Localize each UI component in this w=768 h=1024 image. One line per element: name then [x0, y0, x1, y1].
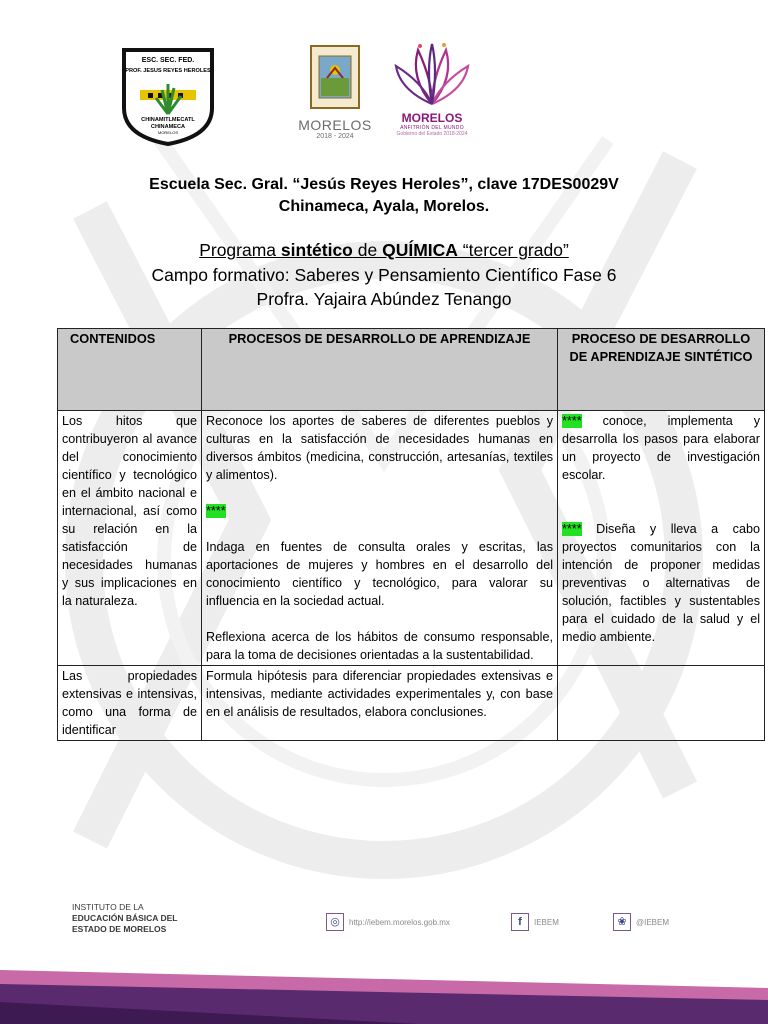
highlight-mark: **** [562, 522, 582, 536]
svg-text:CHINAMITLMECATL: CHINAMITLMECATL [141, 117, 195, 123]
proceso-text: Reflexiona acerca de los hábitos de consumo responsable, para la toma de decisiones orientadas a la sustentabilidad. [206, 630, 553, 662]
sintetico-cell [558, 411, 765, 666]
state-logo-word: MORELOS [298, 117, 372, 133]
header-sintetico: PROCESO DE DESARROLLO DE APRENDIZAJE SINTÉTICO [558, 329, 765, 411]
school-logo [118, 44, 218, 148]
procesos-cell [202, 411, 558, 666]
header-contenidos: CONTENIDOS [58, 329, 202, 411]
twitter-handle[interactable]: @IEBEM [636, 917, 670, 927]
svg-text:PROF. JESUS REYES HEROLES: PROF. JESUS REYES HEROLES [125, 68, 211, 74]
svg-text:CHINAMECA: CHINAMECA [150, 124, 186, 130]
contenido-cell: Los hitos que contribuyeron al avance del conocimiento científico y tecnológico en el ámbito nacional e internacional, así como su relación en la satisfacción de necesidades humanas y sus implicaciones en la naturaleza. [58, 411, 202, 666]
globe-icon: ◎ [326, 913, 344, 931]
table-header-row [58, 329, 765, 411]
program-mid: de [352, 240, 383, 260]
program-title [0, 240, 768, 261]
morelos-state-logo [290, 44, 380, 148]
footer-twitter[interactable] [613, 913, 669, 931]
svg-text:ESC. SEC. FED.: ESC. SEC. FED. [141, 57, 195, 64]
highlight-mark: **** [562, 414, 582, 428]
program-prefix: Programa [199, 240, 281, 260]
proceso-text: Indaga en fuentes de consulta orales y escritas, las aportaciones de mujeres y hombres en el desarrollo del conocimiento científico y tecnológico, para valorar su influencia en la sociedad actual. [206, 540, 553, 608]
program-grade: “tercer grado” [457, 240, 569, 260]
proceso-text: Reconoce los aportes de saberes de diferentes pueblos y culturas en la satisfacción de necesidades humanas en diversos ámbitos (medicina, construcción, artesanías, textiles y alimentos). [206, 414, 553, 482]
sintetico-text: Diseña y lleva a cabo proyectos comunitarios con la intención de proponer medidas preventivas o alternativas de solución, factibles y sustentables para el cuidado de la salud y el medio ambiente. [562, 522, 760, 644]
program-type: sintético [280, 240, 353, 260]
proceso-text: Formula hipótesis para diferenciar propiedades extensivas e intensivas, mediante actividades experimentales y, con base en el análisis de resultados, elabora conclusiones. [206, 669, 553, 719]
sintetico-item [562, 412, 760, 484]
website-url[interactable]: http://iebem.morelos.gob.mx [349, 917, 450, 927]
school-name: Escuela Sec. Gral. “Jesús Reyes Heroles”, clave 17DES0029V [149, 176, 619, 193]
sintetico-item [562, 520, 760, 646]
institute-line: INSTITUTO DE LA [72, 902, 144, 912]
state-logo-years: 2018 - 2024 [316, 133, 354, 140]
sintetico-cell [558, 666, 765, 741]
table-row [58, 411, 765, 666]
header-procesos: PROCESOS DE DESARROLLO DE APRENDIZAJE [202, 329, 558, 411]
footer-institute [72, 902, 177, 935]
institute-line: ESTADO DE MORELOS [72, 924, 167, 934]
curriculum-table [57, 328, 765, 741]
table-row [58, 666, 765, 741]
state-seal-icon [307, 44, 363, 110]
procesos-cell [202, 666, 558, 741]
svg-text:MORELOS: MORELOS [157, 130, 179, 135]
institute-line: EDUCACIÓN BÁSICA DEL [72, 913, 178, 923]
highlight-mark: **** [206, 504, 226, 518]
school-location: Chinameca, Ayala, Morelos. [278, 198, 490, 215]
footer-website[interactable] [326, 913, 450, 931]
facebook-handle[interactable]: IEBEM [534, 917, 559, 927]
anfitrion-logo-sub: ANFITRIÓN DEL MUNDO [400, 125, 464, 131]
campo-formativo: Campo formativo: Saberes y Pensamiento Científico Fase 6 [151, 265, 617, 285]
anfitrion-logo-tiny: Gobierno del Estado 2018-2024 [396, 131, 468, 137]
footer-facebook[interactable] [511, 913, 559, 931]
morelos-anfitrion-logo [386, 40, 478, 150]
sintetico-text: conoce, implementa y desarrolla los pasos para elaborar un proyecto de investigación escolar. [562, 414, 760, 482]
teacher-name: Profra. Yajaira Abúndez Tenango [256, 289, 512, 309]
footer-band [0, 950, 768, 1024]
twitter-icon: ❀ [613, 913, 631, 931]
contenido-cell: Las propiedades extensivas e intensivas, como una forma de identificar [58, 666, 202, 741]
proceso-marker [206, 502, 553, 520]
program-subject: QUÍMICA [382, 240, 458, 260]
anfitrion-logo-word: MORELOS [401, 111, 463, 125]
facebook-icon: f [511, 913, 529, 931]
lotus-flower-icon [392, 40, 472, 108]
